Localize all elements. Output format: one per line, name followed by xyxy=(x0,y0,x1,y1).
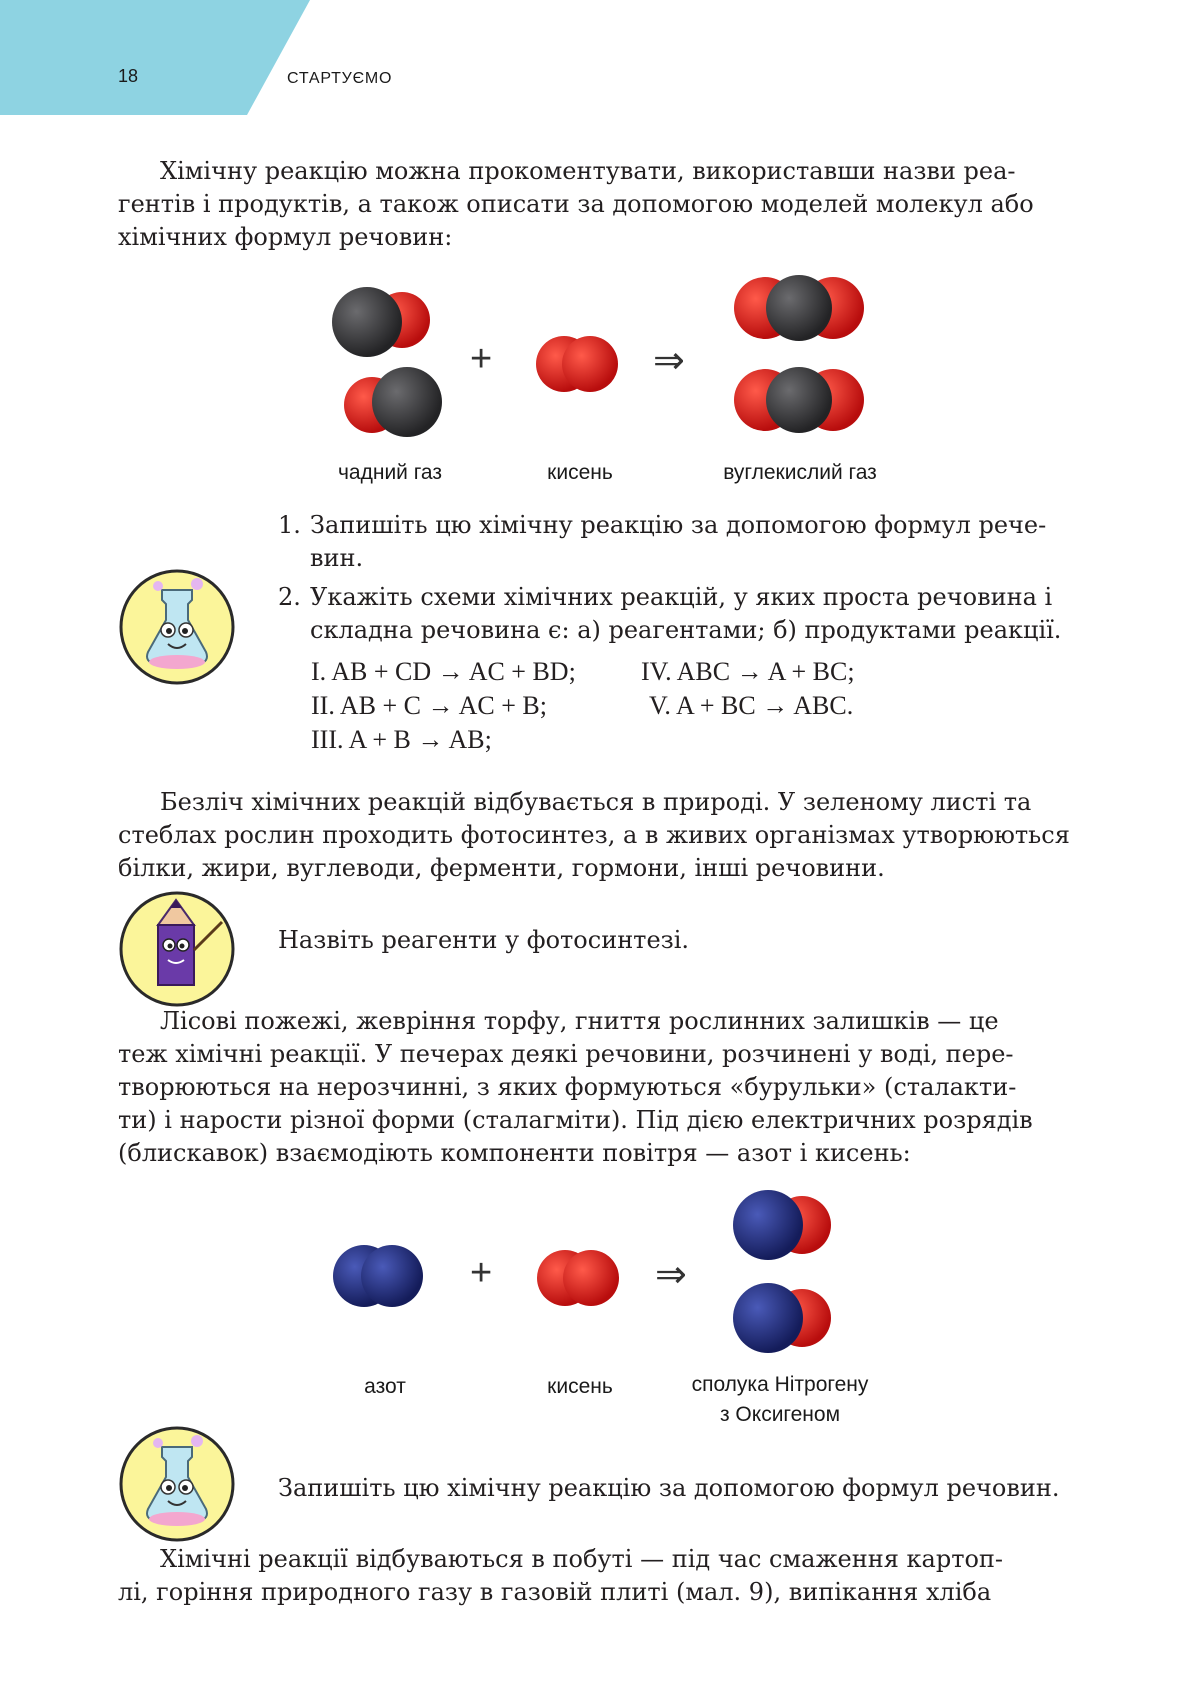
oxygen-molecule xyxy=(538,1244,628,1314)
label-nitrogen: азот xyxy=(364,1375,406,1398)
pencil-mascot-icon xyxy=(118,890,236,1008)
household-paragraph xyxy=(118,1543,1102,1609)
text-line: (блискавок) взаємодіють компоненти повітря — азот і кисень: xyxy=(118,1139,911,1167)
task-number: 1. xyxy=(278,511,301,539)
text-line: теж хімічні реакції. У печерах деякі речовини, розчинені у воді, пере- xyxy=(118,1040,1014,1068)
scheme-3: III. A + B → AB; xyxy=(311,725,492,754)
oxygen-molecule xyxy=(537,330,627,400)
label-carbon-monoxide: чадний газ xyxy=(337,461,443,484)
text-line: Хімічні реакції відбуваються в побуті — під час смаження картоп- xyxy=(160,1545,1004,1573)
label-nitrogen-oxygen-compound-line2: з Оксигеном xyxy=(719,1403,841,1426)
task-text: Укажіть схеми хімічних реакцій, у яких проста речовина і xyxy=(310,583,1053,611)
plus-sign: + xyxy=(470,338,493,380)
flask-mascot-icon xyxy=(118,568,236,686)
yields-arrow: ⇒ xyxy=(653,340,685,382)
header-band xyxy=(0,0,1190,115)
text-line: творюються на нерозчинні, з яких формуються «бурульки» (сталакти- xyxy=(118,1073,1017,1101)
scheme-4: IV. ABC → A + BC; xyxy=(641,657,855,686)
label-nitrogen-oxygen-compound: сполука Нітрогену xyxy=(691,1373,869,1396)
page-number: 18 xyxy=(118,66,139,86)
text-line: стеблах рослин проходить фотосинтез, а в живих організмах утворюються xyxy=(118,821,1070,849)
scheme-5: V. A + BC → ABC. xyxy=(649,691,854,720)
task-number: 2. xyxy=(278,583,301,611)
nitrogen-molecule xyxy=(334,1242,434,1312)
task-text: вин. xyxy=(310,544,364,572)
label-oxygen: кисень xyxy=(547,461,613,484)
label-oxygen: кисень xyxy=(547,1375,613,1398)
nature-paragraph xyxy=(118,786,1102,885)
text-line: Лісові пожежі, жевріння торфу, гниття рослинних залишків — це xyxy=(160,1007,999,1035)
section-title: СТАРТУЄМО xyxy=(287,70,393,87)
text-line: хімічних формул речовин: xyxy=(118,223,453,251)
text-line: ти) і нарости різної форми (сталагміти). Під дією електричних розрядів xyxy=(118,1106,1033,1134)
scheme-2: II. AB + C → AC + B; xyxy=(311,691,547,720)
text-line: гентів і продуктів, а також описати за допомогою моделей молекул або xyxy=(118,190,1034,218)
label-carbon-dioxide: вуглекислий газ xyxy=(723,461,877,484)
write-formula-task: Запишіть цю хімічну реакцію за допомогою формул речовин. xyxy=(278,1474,1060,1502)
plus-sign: + xyxy=(470,1252,493,1294)
task-text: Запишіть цю хімічну реакцію за допомогою формул рече- xyxy=(310,511,1047,539)
carbon-dioxide-molecules xyxy=(735,268,865,443)
flask-mascot-icon xyxy=(118,1425,236,1543)
text-line: Безліч хімічних реакцій відбувається в природі. У зеленому листі та xyxy=(160,788,1032,816)
reactions-paragraph xyxy=(118,1005,1102,1170)
photosynthesis-task: Назвіть реагенти у фотосинтезі. xyxy=(278,926,690,954)
task-item xyxy=(278,581,1100,647)
nitric-oxide-molecules xyxy=(730,1185,840,1360)
text-line: лі, горіння природного газу в газовій плиті (мал. 9), випікання хліба xyxy=(118,1578,992,1606)
task-list xyxy=(278,509,1100,647)
carbon-monoxide-molecules xyxy=(330,280,450,450)
intro-paragraph xyxy=(118,155,1102,254)
task-item xyxy=(278,509,1100,575)
reaction-schemes xyxy=(311,655,855,757)
text-line: Хімічну реакцію можна прокоментувати, використавши назви реа- xyxy=(160,157,1016,185)
text-line: білки, жири, вуглеводи, ферменти, гормони, інші речовини. xyxy=(118,854,885,882)
task-text: складна речовина є: а) реагентами; б) продуктами реакції. xyxy=(310,616,1062,644)
yields-arrow: ⇒ xyxy=(655,1254,687,1296)
scheme-1: I. AB + CD → AC + BD; xyxy=(311,657,576,686)
